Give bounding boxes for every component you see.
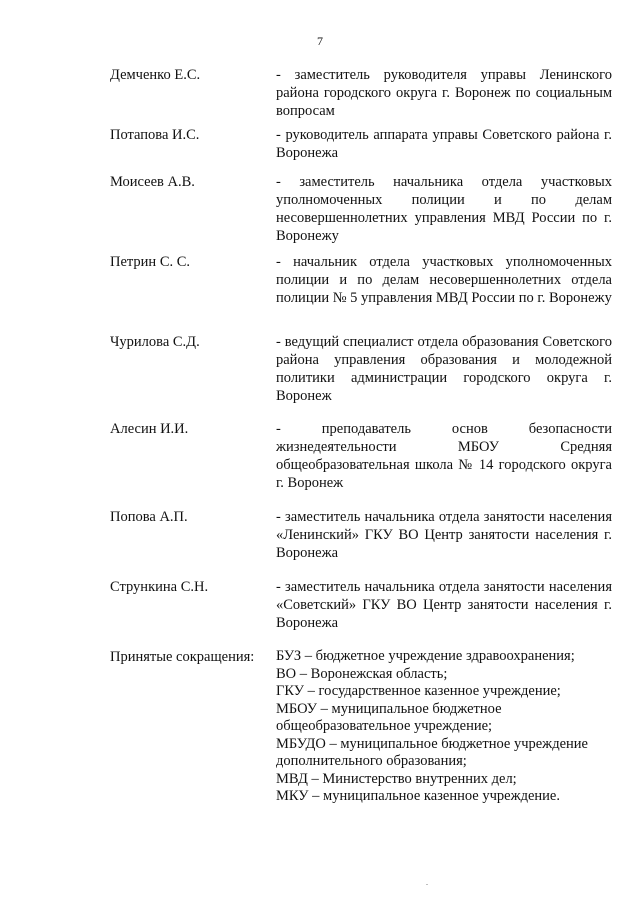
- member-position: - заместитель начальника отдела участковых уполномоченных полиции и по делам несовершеннолетних управления МВД России по г. Воронежу: [276, 174, 612, 244]
- member-name: Демченко Е.С.: [110, 67, 201, 83]
- page-number: 7: [317, 34, 323, 48]
- abbreviation-line: ГКУ – государственное казенное учреждение;: [276, 683, 561, 699]
- abbreviation-line: общеобразовательное учреждение;: [276, 718, 493, 734]
- member-position: - заместитель начальника отдела занятости населения «Советский» ГКУ ВО Центр занятости населения г. Воронежа: [276, 579, 612, 631]
- member-position: - начальник отдела участковых уполномоченных полиции и по делам несовершеннолетних отдела полиции № 5 управления МВД России по г. Воронежу: [276, 254, 612, 306]
- member-name: Алесин И.И.: [110, 421, 189, 437]
- abbreviation-line: МБОУ – муниципальное бюджетное: [276, 700, 502, 717]
- member-position: - преподаватель основ безопасности жизнедеятельности МБОУ Средняя общеобразовательная школа № 14 городского округа г. Воронеж: [276, 421, 612, 491]
- abbreviation-line: МКУ – муниципальное казенное учреждение.: [276, 788, 560, 804]
- member-position: - руководитель аппарата управы Советского района г. Воронежа: [276, 127, 612, 161]
- abbreviation-line: МБУДО – муниципальное бюджетное учреждение: [276, 735, 588, 752]
- member-name: Петрин С. С.: [110, 254, 191, 270]
- member-position: - ведущий специалист отдела образования Советского района управления образования и молодежной политики администрации городского округа г. Воронеж: [276, 334, 612, 404]
- abbreviation-line: БУЗ – бюджетное учреждение здравоохранения;: [276, 648, 575, 664]
- abbreviation-line: МВД – Министерство внутренних дел;: [276, 770, 517, 787]
- member-position: - заместитель начальника отдела занятости населения «Ленинский» ГКУ ВО Центр занятости населения г. Воронежа: [276, 509, 612, 561]
- abbreviation-line: дополнительного образования;: [276, 753, 467, 769]
- member-position: - заместитель руководителя управы Ленинского района городского округа г. Воронеж по социальным вопросам: [276, 67, 612, 119]
- abbreviations-list: [276, 648, 616, 806]
- member-name: Потапова И.С.: [110, 127, 200, 143]
- member-name: Моисеев А.В.: [110, 174, 195, 190]
- abbreviation-line: ВО – Воронежская область;: [276, 665, 448, 682]
- footer-mark: .: [426, 878, 428, 887]
- member-name: Чурилова С.Д.: [110, 334, 200, 350]
- member-name: Попова А.П.: [110, 509, 188, 525]
- abbreviations-label: Принятые сокращения:: [110, 649, 255, 665]
- member-name: Стрункина С.Н.: [110, 579, 209, 595]
